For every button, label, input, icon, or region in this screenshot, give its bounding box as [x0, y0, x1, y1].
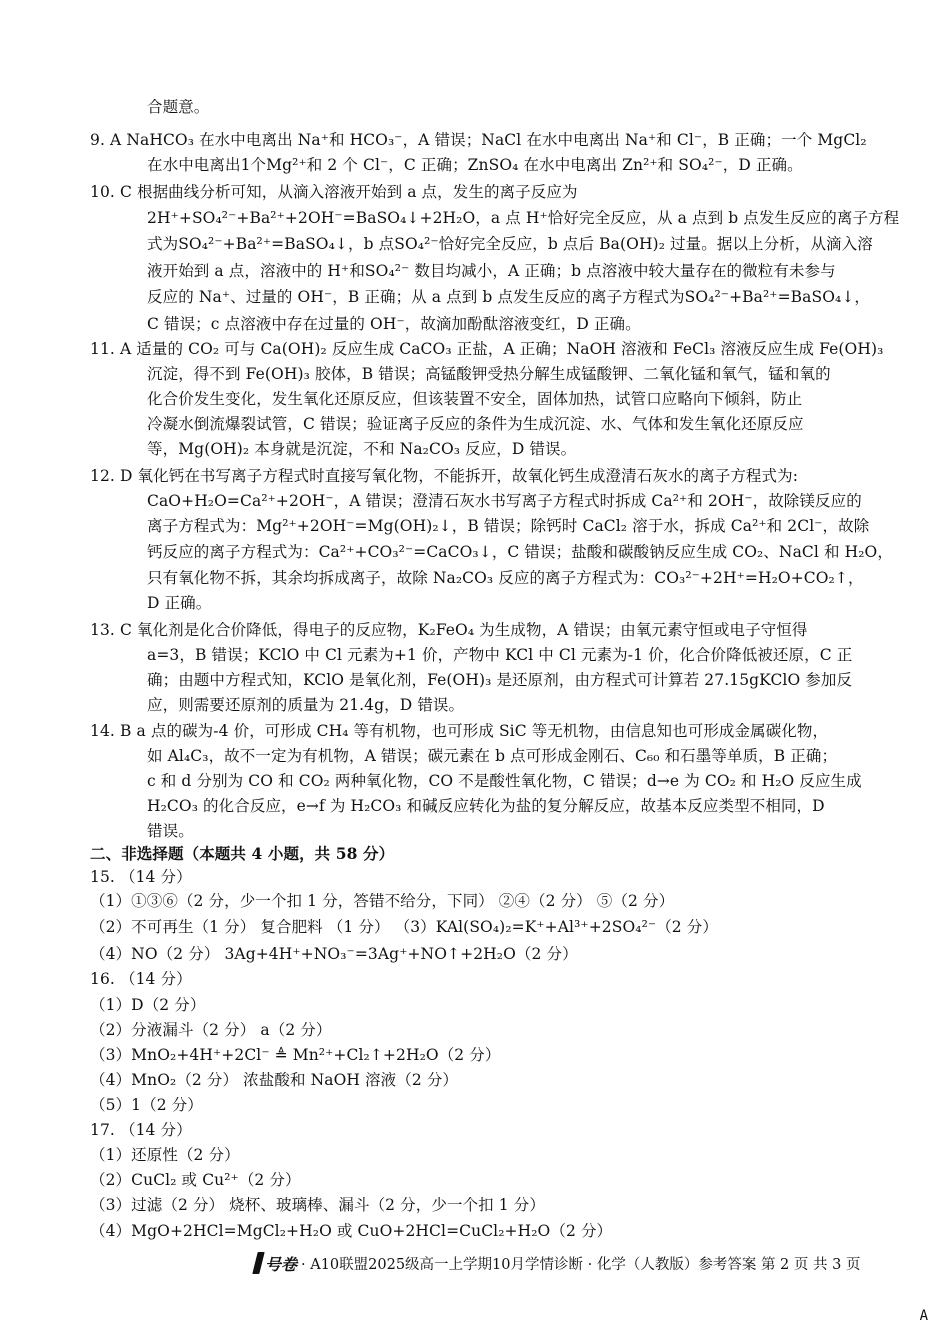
text-line: a=3，B 错误；KClO 中 Cl 元素为+1 价，产物中 KCl 中 Cl 元素为-1 价，化合价降低被还原，C 正	[147, 646, 853, 664]
text-line: 液开始到 a 点，溶液中的 H⁺和SO₄²⁻ 数目均减小，A 正确；b 点溶液中较大量存在的微粒有未参与	[147, 262, 836, 280]
text-line: （2）不可再生（1 分） 复合肥料 （1 分） （3）KAl(SO₄)₂=K⁺+Al³⁺+2SO₄²⁻（2 分）	[90, 918, 718, 936]
text-line: 合题意。	[147, 98, 210, 116]
text-line: 反应的 Na⁺、过量的 OH⁻，B 正确；从 a 点到 b 点发生反应的离子方程式为SO₄²⁻+Ba²⁺=BaSO₄↓，	[147, 288, 871, 306]
text-line: CaO+H₂O=Ca²⁺+2OH⁻，A 错误；澄清石灰水书写离子方程式时拆成 Ca²⁺和 2OH⁻，故除镁反应的	[147, 492, 862, 510]
text-line: 错误。	[147, 822, 194, 840]
text-line: 冷凝水倒流爆裂试管，C 错误；验证离子反应的条件为生成沉淀、水、气体和发生氧化还原反应	[147, 415, 804, 433]
text-line: （2）CuCl₂ 或 Cu²⁺（2 分）	[90, 1171, 301, 1189]
text-line: （3）过滤（2 分） 烧杯、玻璃棒、漏斗（2 分，少一个扣 1 分）	[90, 1196, 545, 1214]
text-line: 如 Al₄C₃，故不一定为有机物，A 错误；碳元素在 b 点可形成金刚石、C₆₀ 和石墨等单质，B 正确；	[147, 747, 838, 765]
brand-logo	[255, 1252, 297, 1275]
text-line: 9. A NaHCO₃ 在水中电离出 Na⁺和 HCO₃⁻，A 错误；NaCl 在水中电离出 Na⁺和 Cl⁻，B 正确；一个 MgCl₂	[90, 131, 867, 149]
text-line: 17. （14 分）	[90, 1121, 192, 1139]
text-line: 16. （14 分）	[90, 970, 192, 988]
text-line: c 和 d 分别为 CO 和 CO₂ 两种氧化物，CO 不是酸性氧化物，C 错误；d→e 为 CO₂ 和 H₂O 反应生成	[147, 772, 862, 790]
text-line: 化合价发生变化，发生氧化还原反应，但该装置不安全，固体加热，试管口应略向下倾斜，防止	[147, 390, 803, 408]
text-line: 2H⁺+SO₄²⁻+Ba²⁺+2OH⁻=BaSO₄↓+2H₂O，a 点 H⁺恰好完全反应，从 a 点到 b 点发生反应的离子方程	[147, 209, 900, 227]
corner-mark: A	[919, 1308, 928, 1324]
text-line: （3）MnO₂+4H⁺+2Cl⁻ ≜ Mn²⁺+Cl₂↑+2H₂O（2 分）	[90, 1046, 501, 1064]
text-line: 只有氧化物不拆，其余均拆成离子，故除 Na₂CO₃ 反应的离子方程式为：CO₃²⁻+2H⁺=H₂O+CO₂↑，	[147, 569, 864, 587]
text-line: 11. A 适量的 CO₂ 可与 Ca(OH)₂ 反应生成 CaCO₃ 正盐，A 正确；NaOH 溶液和 FeCl₃ 溶液反应生成 Fe(OH)₃	[90, 340, 884, 358]
text-line: 在水中电离出1个Mg²⁺和 2 个 Cl⁻，C 正确；ZnSO₄ 在水中电离出 Zn²⁺和 SO₄²⁻，D 正确。	[147, 156, 803, 174]
text-line: 确；由题中方程式知，KClO 是氧化剂，Fe(OH)₃ 是还原剂，由方程式可计算若 27.15gKClO 参加反	[147, 671, 853, 689]
text-line: 钙反应的离子方程式为：Ca²⁺+CO₃²⁻=CaCO₃↓，C 错误；盐酸和碳酸钠反应生成 CO₂、NaCl 和 H₂O，	[147, 543, 893, 561]
text-line: 10. C 根据曲线分析可知，从滴入溶液开始到 a 点，发生的离子反应为	[90, 183, 578, 201]
text-line: H₂CO₃ 的化合反应，e→f 为 H₂CO₃ 和碱反应转化为盐的复分解反应，故基本反应类型不相同，D	[147, 797, 825, 815]
logo-mark-icon	[252, 1252, 264, 1274]
text-line: 离子方程式为：Mg²⁺+2OH⁻=Mg(OH)₂↓，B 错误；除钙时 CaCl₂ 溶于水，拆成 Ca²⁺和 2Cl⁻，故除	[147, 517, 870, 535]
text-line: 14. B a 点的碳为-4 价，可形成 CH₄ 等有机物，也可形成 SiC 等无机物，由信息知也可形成金属碳化物，	[90, 722, 829, 740]
text-line: （1）还原性（2 分）	[90, 1146, 240, 1164]
text-line: （1）D（2 分）	[90, 996, 206, 1014]
text-line: （4）MnO₂（2 分） 浓盐酸和 NaOH 溶液（2 分）	[90, 1071, 459, 1089]
text-line: 应，则需要还原剂的质量为 21.4g，D 错误。	[147, 696, 465, 714]
text-line: 12. D 氧化钙在书写离子方程式时直接写氧化物，不能拆开，故氧化钙生成澄清石灰水的离子方程式为:	[90, 467, 799, 485]
text-line: 等，Mg(OH)₂ 本身就是沉淀，不和 Na₂CO₃ 反应，D 错误。	[147, 440, 577, 458]
text-line: 15. （14 分）	[90, 868, 192, 886]
text-line: （4）MgO+2HCl=MgCl₂+H₂O 或 CuO+2HCl=CuCl₂+H₂O（2 分）	[90, 1222, 613, 1240]
text-line: （2）分液漏斗（2 分） a（2 分）	[90, 1021, 332, 1039]
logo-text: 号卷	[265, 1254, 298, 1274]
text-line: 13. C 氧化剂是化合价降低，得电子的反应物，K₂FeO₄ 为生成物，A 错误；由氧元素守恒或电子守恒得	[90, 621, 808, 639]
page-footer	[255, 1248, 860, 1278]
text-line: 二、非选择题（本题共 4 小题，共 58 分）	[90, 844, 395, 863]
text-line: （4）NO（2 分） 3Ag+4H⁺+NO₃⁻=3Ag⁺+NO↑+2H₂O（2 分）	[90, 945, 578, 963]
text-line: C 错误；c 点溶液中存在过量的 OH⁻，故滴加酚酞溶液变红，D 正确。	[147, 315, 641, 333]
text-line: （5）1（2 分）	[90, 1096, 203, 1114]
text-line: 式为SO₄²⁻+Ba²⁺=BaSO₄↓，b 点SO₄²⁻恰好完全反应，b 点后 Ba(OH)₂ 过量。据以上分析，从滴入溶	[147, 235, 873, 253]
text-line: D 正确。	[147, 594, 212, 612]
footer-text: · A10联盟2025级高一上学期10月学情诊断 · 化学（人教版）参考答案 第 2 页 共 3 页	[301, 1256, 861, 1273]
text-line: 沉淀，得不到 Fe(OH)₃ 胶体，B 错误；高锰酸钾受热分解生成锰酸钾、二氧化锰和氧气，锰和氧的	[147, 365, 831, 383]
text-line: （1）①③⑥（2 分，少一个扣 1 分，答错不给分，下同） ②④（2 分） ⑤（2 分）	[90, 892, 675, 910]
